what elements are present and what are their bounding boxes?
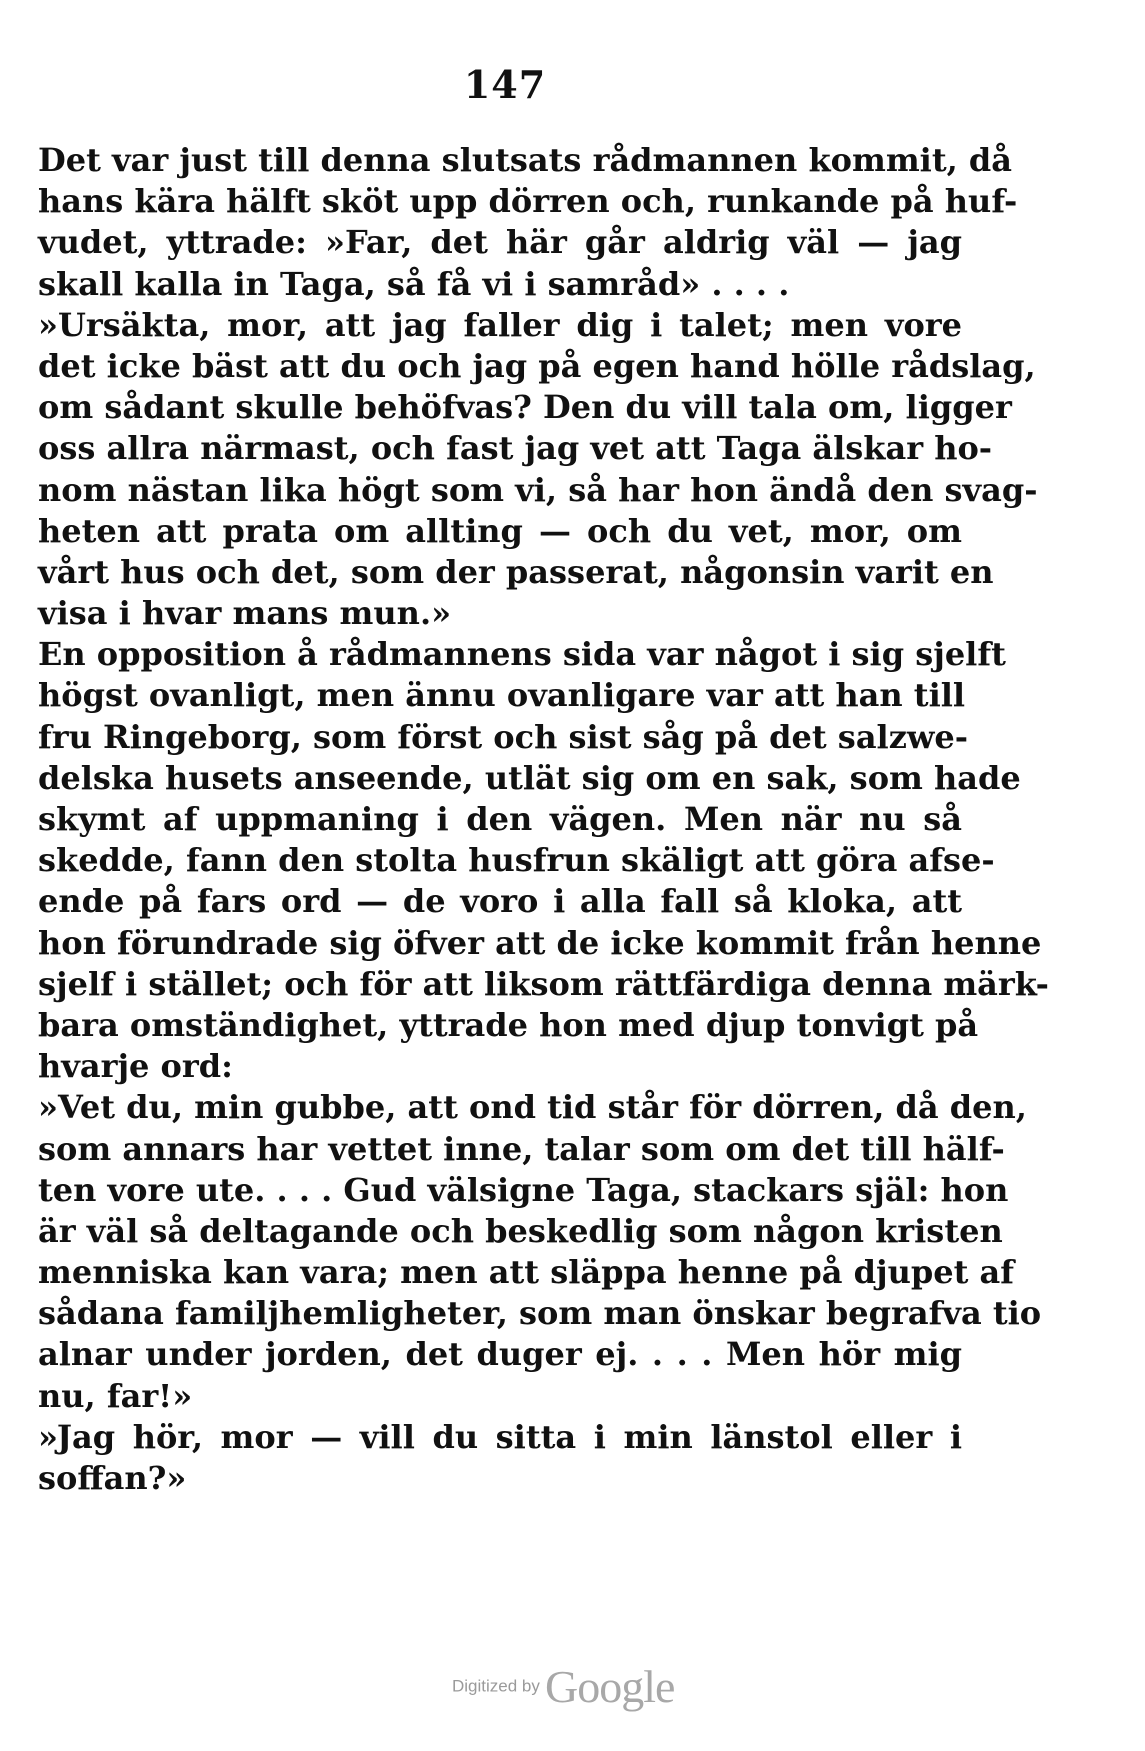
- text-line: hans kära hälft sköt upp dörren och, runkande på huf-: [38, 182, 1018, 221]
- text-line: skall kalla in Taga, så få vi i samråd» . . . .: [38, 264, 790, 303]
- text-line: Det var just till denna slutsats rådmannen kommit, då: [38, 141, 1012, 179]
- text-line: En opposition å rådmannens sida var något i sig sjelft: [38, 635, 1006, 674]
- text-line: ten vore ute. . . . Gud välsigne Taga, stackars själ: hon: [38, 1170, 1009, 1209]
- text-line: det icke bäst att du och jag på egen hand hölle rådslag,: [38, 346, 1036, 385]
- text-line: oss allra närmast, och fast jag vet att Taga älskar ho-: [38, 429, 993, 468]
- text-line: högst ovanligt, men ännu ovanligare var att han till: [38, 676, 966, 715]
- text-line: skedde, fann den stolta husfrun skäligt att göra afse-: [38, 841, 995, 880]
- text-line: vårt hus och det, som der passerat, någonsin varit en: [38, 552, 994, 591]
- text-line: hvarje ord:: [38, 1047, 233, 1086]
- page-number: 147: [463, 62, 547, 107]
- text-line: bara omständighet, yttrade hon med djup tonvigt på: [38, 1005, 979, 1044]
- text-line: sjelf i stället; och för att liksom rättfärdiga denna märk-: [38, 964, 1049, 1003]
- text-line: om sådant skulle behöfvas? Den du vill tala om, ligger: [38, 388, 1012, 427]
- text-line: nom nästan lika högt som vi, så har hon ändå den svag-: [38, 470, 1038, 509]
- text-line: »Vet du, min gubbe, att ond tid står för dörren, då den,: [38, 1088, 1027, 1127]
- text-line: »Ursäkta, mor, att jag faller dig i talet; men vore: [38, 305, 962, 344]
- text-line: menniska kan vara; men att släppa henne på djupet af: [38, 1253, 1015, 1292]
- text-line: som annars har vettet inne, talar som om det till hälf-: [38, 1129, 1005, 1168]
- text-line: »Jag hör, mor — vill du sitta i min länstol eller i: [38, 1417, 962, 1456]
- text-line: ende på fars ord — de voro i alla fall så kloka, att: [38, 882, 962, 921]
- text-line: sådana familjhemligheter, som man önskar begrafva tio: [38, 1294, 1042, 1333]
- text-line: alnar under jorden, det duger ej. . . . Men hör mig: [38, 1335, 962, 1374]
- digitization-watermark: [452, 1660, 674, 1713]
- text-line: skymt af uppmaning i den vägen. Men när nu så: [38, 800, 962, 838]
- digitized-by-label: Digitized by: [452, 1676, 540, 1696]
- body-text: [38, 140, 1049, 1499]
- text-line: vudet, yttrade: »Far, det här går aldrig väl — jag: [38, 223, 962, 262]
- text-line: fru Ringeborg, som först och sist såg på det salzwe-: [38, 717, 969, 756]
- text-line: soffan?»: [38, 1459, 187, 1497]
- text-line: delska husets anseende, utlät sig om en sak, som hade: [38, 758, 1021, 797]
- text-line: heten att prata om allting — och du vet, mor, om: [38, 511, 962, 550]
- text-line: hon förundrade sig öfver att de icke kommit från henne: [38, 923, 1042, 962]
- text-line: visa i hvar mans mun.»: [38, 594, 452, 633]
- text-line: nu, far!»: [38, 1376, 193, 1415]
- google-logo: Google: [544, 1661, 675, 1712]
- text-line: är väl så deltagande och beskedlig som någon kristen: [38, 1211, 1003, 1250]
